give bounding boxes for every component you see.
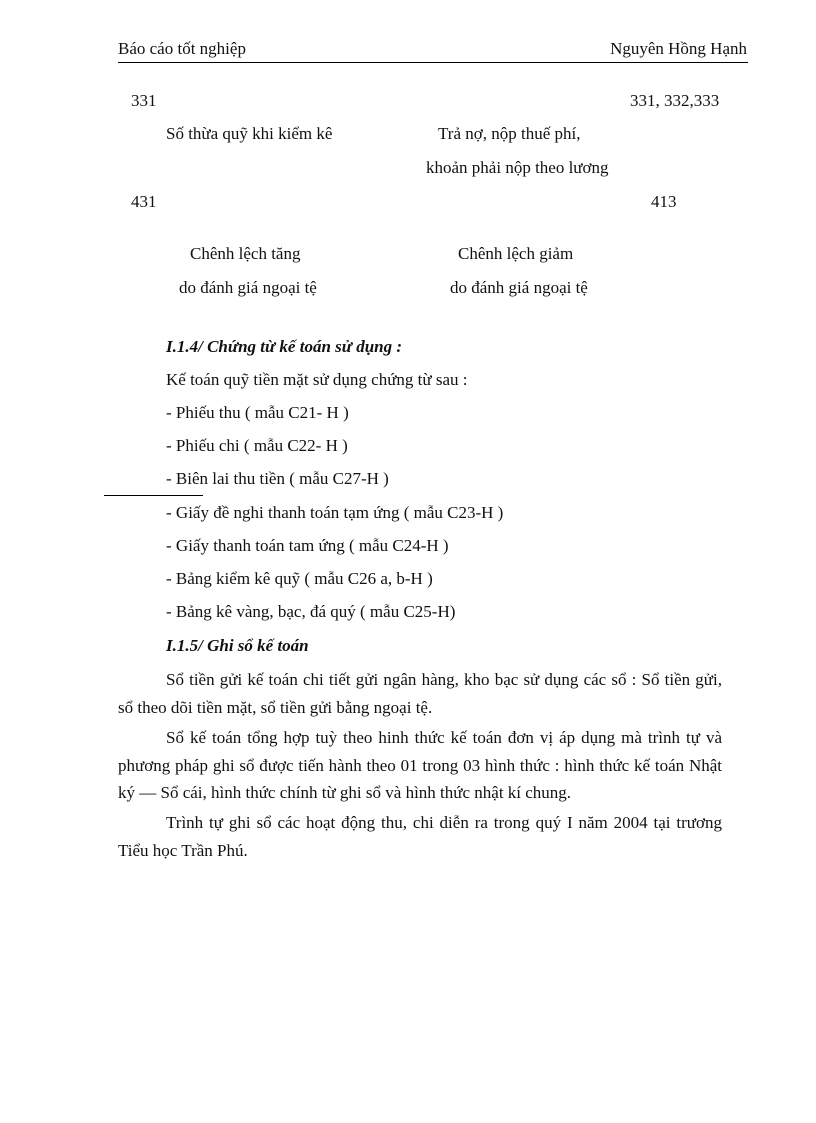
- header-title: Báo cáo tốt nghiệp: [118, 39, 246, 58]
- list-item: - Bảng kiểm kê quỹ ( mẫu C26 a, b-H ): [166, 569, 433, 588]
- label-decrease-diff: Chênh lệch giảm: [458, 244, 574, 263]
- paragraph-text: Sổ tiền gửi kế toán chi tiết gửi ngân hàng, kho bạc sử dụng các sổ : Sổ tiền gửi, sổ theo dõi tiền mặt, sổ tiền gửi bằng ngoại tệ.: [118, 670, 722, 717]
- label-increase-fx: do đánh giá ngoại tệ: [179, 278, 317, 297]
- label-increase-diff: Chênh lệch tăng: [190, 244, 301, 263]
- header-rule: [118, 62, 748, 63]
- header-author: Nguyên Hồng Hạnh: [610, 39, 747, 58]
- list-item: - Phiếu thu ( mẫu C21- H ): [166, 403, 349, 422]
- list-item: - Giấy đề nghi thanh toán tạm ứng ( mẫu C23-H ): [166, 503, 504, 522]
- account-431: 431: [131, 192, 157, 211]
- section-heading-documents: I.1.4/ Chứng từ kế toán sử dụng :: [166, 337, 403, 356]
- list-item: - Biên lai thu tiền ( mẫu C27-H ): [166, 469, 389, 488]
- label-cash-surplus: Số thừa quỹ khi kiểm kê: [166, 124, 333, 143]
- paragraph: [118, 809, 722, 864]
- paragraph-text: Sổ kế toán tổng hợp tuỳ theo hinh thức kế toán đơn vị áp dụng mà trình tự và phương pháp ghi sổ được tiến hành theo 01 trong 03 hình thức : hình thức kế toán Nhật ký — Sổ cái, hình thức chính từ ghi sổ và hình thức nhật kí chung.: [118, 728, 722, 802]
- list-item: - Bảng kê vàng, bạc, đá quý ( mẫu C25-H): [166, 602, 456, 621]
- footnote-rule: [104, 495, 203, 496]
- label-payroll-payable: khoản phải nộp theo lương: [426, 158, 609, 177]
- paragraph: [118, 724, 722, 807]
- section-heading-bookkeeping: I.1.5/ Ghi sổ kế toán: [166, 636, 309, 655]
- label-debt-payment: Trả nợ, nộp thuế phí,: [438, 124, 581, 143]
- paragraph: [118, 666, 722, 721]
- label-decrease-fx: do đánh giá ngoại tệ: [450, 278, 588, 297]
- list-item: - Giấy thanh toán tam ứng ( mẫu C24-H ): [166, 536, 449, 555]
- list-item: - Phiếu chi ( mẫu C22- H ): [166, 436, 348, 455]
- section-intro: Kế toán quỹ tiền mặt sử dụng chứng từ sau :: [166, 370, 468, 389]
- account-413: 413: [651, 192, 677, 211]
- account-331-332-333: 331, 332,333: [630, 91, 720, 110]
- paragraph-text: Trình tự ghi sổ các hoạt động thu, chi diễn ra trong quý I năm 2004 tại trương Tiểu học Trần Phú.: [118, 813, 722, 860]
- account-331: 331: [131, 91, 157, 110]
